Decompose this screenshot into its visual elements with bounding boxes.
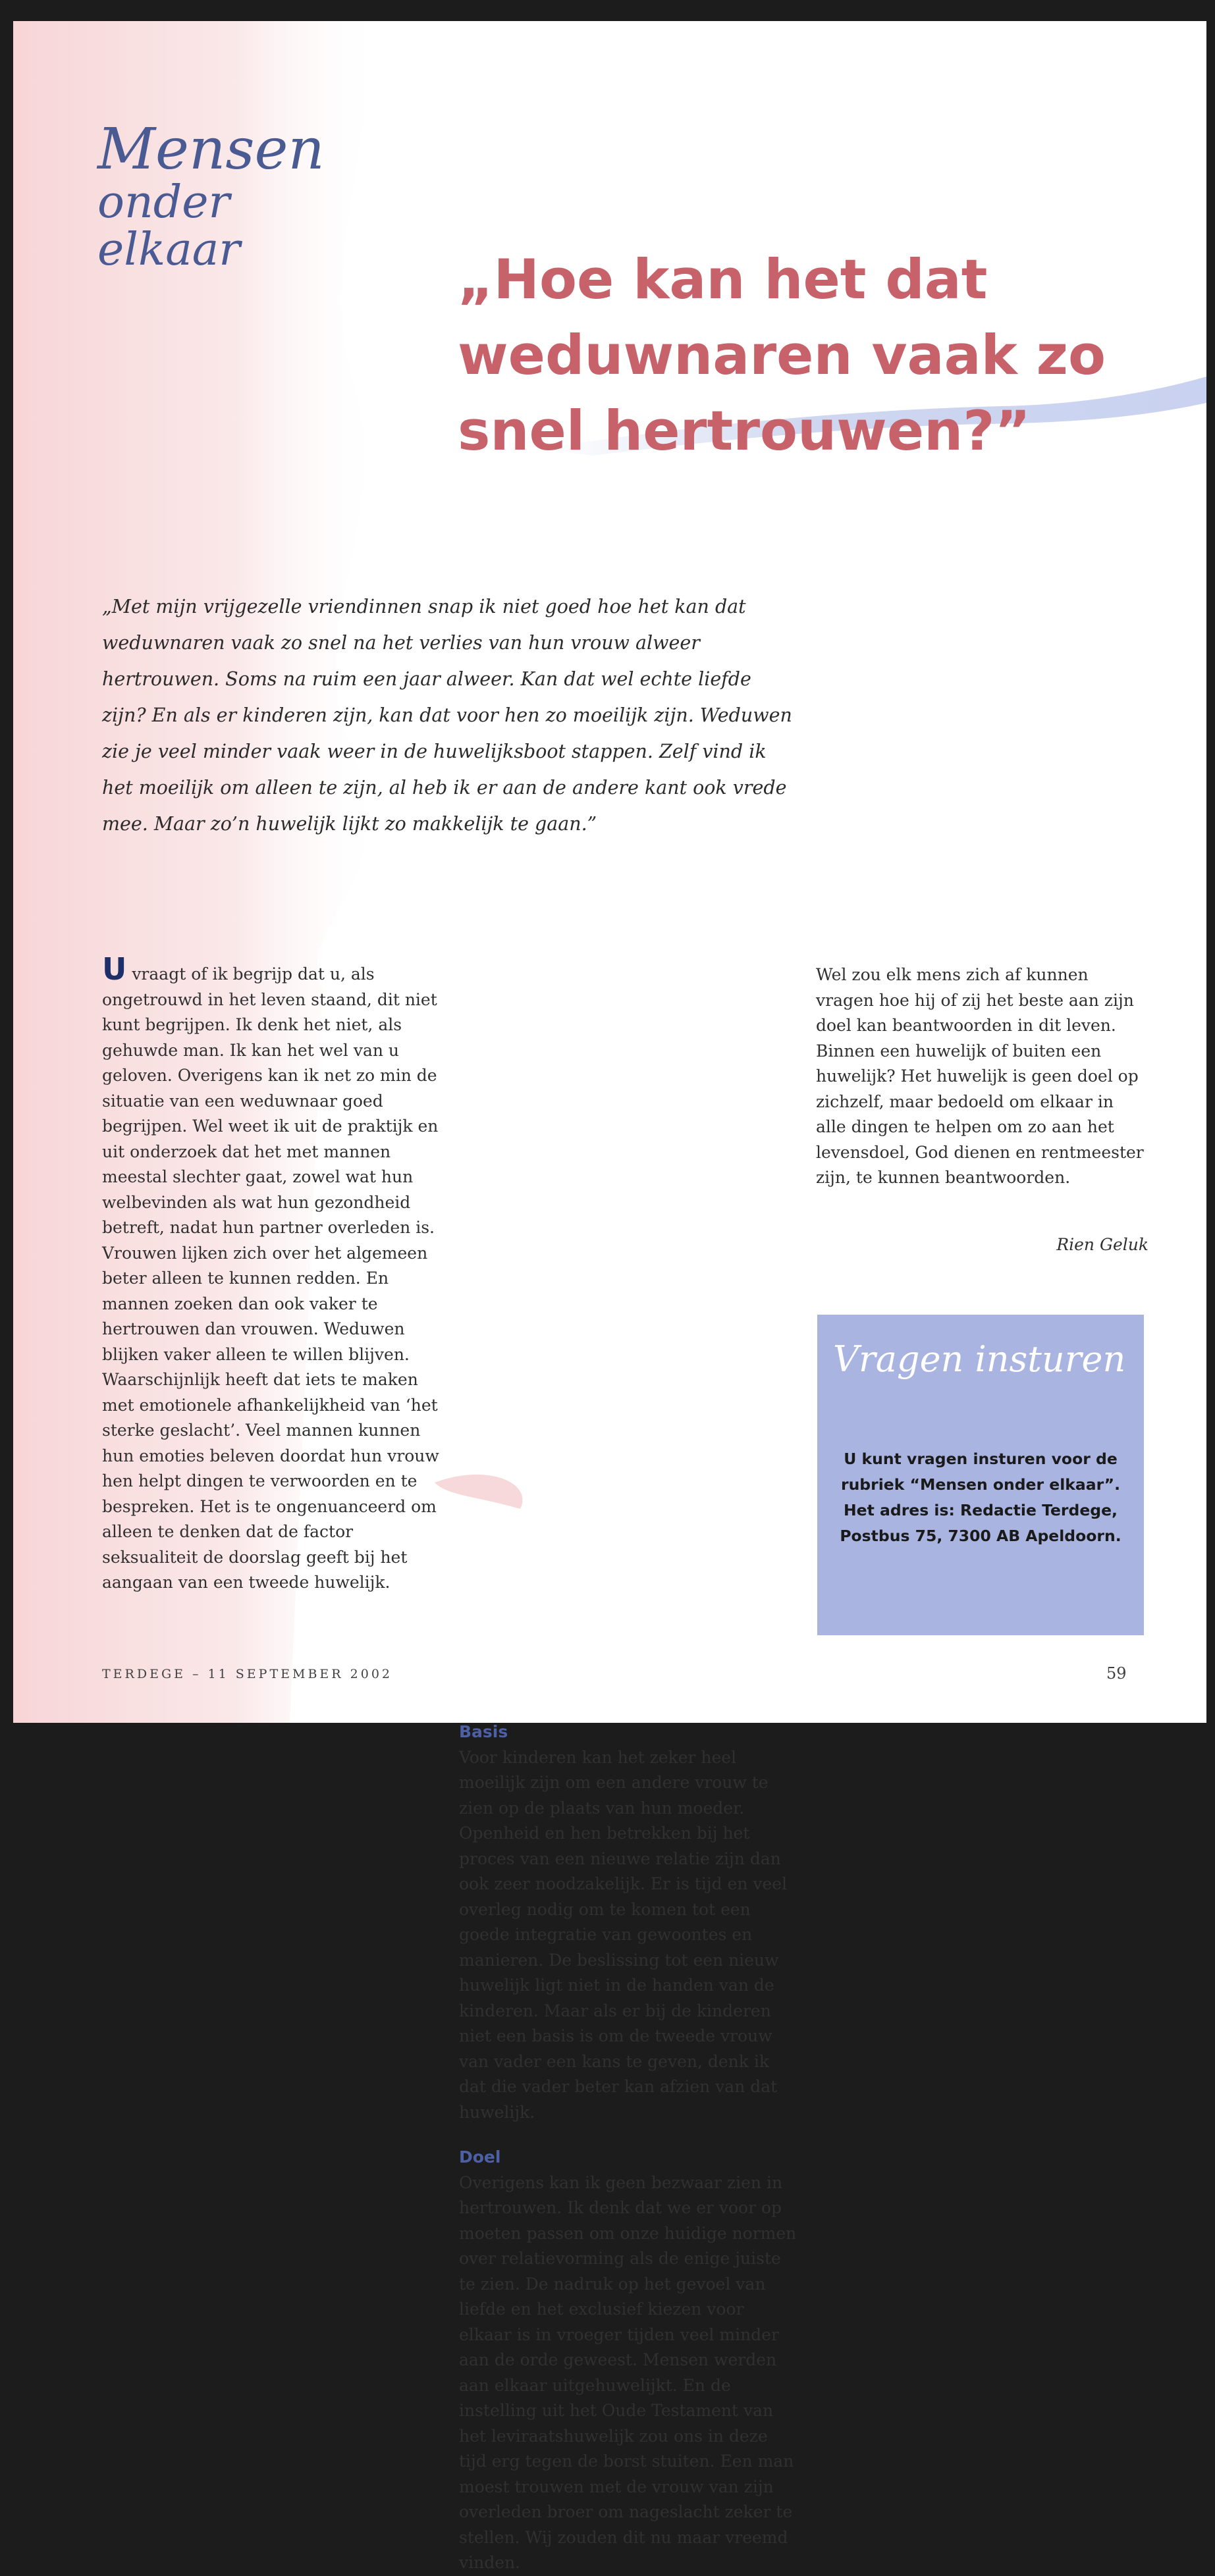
article-headline: „Hoe kan het dat weduwnaren vaak zo snel hertrouwen?” — [458, 248, 1106, 463]
article-paragraph-2: Voor kinderen kan het zeker heel moeilijk zijn om een andere vrouw te zien op de plaats van hun moeder. Openheid en hen betrekken bij het proces van een nieuwe relatie zijn dan ook zeer noodzakelijk. Er is tijd en veel overleg nodig om te komen tot een goede integratie van gewoontes en manieren. De beslissing tot een nieuw huwelijk ligt niet in de handen van de kinderen. Maar als er bij de kinderen niet een basis is om de tweede vrouw van vader een kans te geven, denk ik dat die vader beter kan afzien van dat huwelijk. — [459, 1747, 788, 2122]
box-body: U kunt vragen insturen voor de rubriek “Mensen onder elkaar”. Het adres is: Redactie Terdege, Postbus 75, 7300 AB Apeldoorn. — [840, 1450, 1121, 1545]
rubric-title — [97, 117, 374, 276]
article-paragraph-3: Overigens kan ik geen bezwaar zien in hertrouwen. Ik denk dat we er voor op moeten passen om onze huidige normen over relatievorming als de enige juiste te zien. De nadruk op het gevoel van liefde en het exclusief kiezen voor elkaar is in vroeger tijden veel minder aan de orde geweest. Mensen werden aan elkaar uitgehuwelijkt. En de instelling uit het Oude Testament van het leviraatshuwelijk zou ons in deze tijd erg tegen de borst stuiten. Een man moest trouwen met de vrouw van zijn overleden broer om nageslacht zeker te stellen. Wij zouden dit nu maar vreemd vinden. — [459, 2172, 797, 2572]
drop-cap: U — [102, 951, 127, 987]
page-number: 59 — [1106, 1664, 1127, 1683]
author-name: Rien Geluk — [1056, 1235, 1148, 1254]
column-continuation-space — [459, 959, 798, 1720]
paragraph-1-text: vraagt of ik begrijp dat u, als ongetrouwd in het leven staand, dit niet kunt begrijpen. Ik denk het niet, als gehuwde man. Ik kan het wel van u geloven. Overigens kan ik net zo min de situatie van een weduwnaar goed begrijpen. Wel weet ik uit de praktijk en uit onderzoek dat het met mannen meestal slechter gaat, zowel wat hun welbevinden als wat hun gezondheid betreft, nadat hun partner overleden is. Vrouwen lijken zich over het algemeen beter alleen te kunnen redden. En mannen zoeken dan ook vaker te hertrouwen dan vrouwen. Weduwen blijken vaker alleen te willen blijven. Waarschijnlijk heeft dat iets te maken met emotionele afhankelijkheid van ‘het sterke geslacht’. Veel mannen kunnen hun emoties beleven doordat hun vrouw hen helpt dingen te verwoorden en te bespreken. Het is te ongenuanceerd om alleen te denken dat de factor seksualiteit de doorslag geeft bij het aangaan van een tweede huwelijk. — [102, 964, 439, 1592]
article-paragraph-1 — [102, 951, 441, 1596]
article-column-3 — [816, 594, 1148, 1191]
column-continuation-space — [816, 594, 1148, 962]
rubric-line-2: onder — [97, 176, 230, 229]
submit-questions-box — [817, 1315, 1144, 1635]
reader-question: „Met mijn vrijgezelle vriendinnen snap ik niet goed hoe het kan dat weduwnaren vaak zo snel na het verlies van hun vrouw alweer hertrouwen. Soms na ruim een jaar alweer. Kan dat wel echte liefde zijn? En als er kinderen zijn, kan dat voor hen zo moeilijk zijn. Weduwen zie je veel minder vaak weer in de huwelijksboot stappen. Zelf vind ik het moeilijk om alleen te zijn, al heb ik er aan de andere kant ook vrede mee. Maar zo’n huwelijk lijkt zo makkelijk te gaan.” — [102, 596, 792, 835]
footer-publication: TERDEGE – 11 SEPTEMBER 2002 — [102, 1667, 392, 1681]
magazine-page — [13, 21, 1206, 2572]
box-title: Vragen insturen — [833, 1338, 1126, 1380]
subhead-basis: Basis — [459, 1722, 508, 1741]
article-column-2 — [459, 959, 798, 2576]
article-paragraph-4: Wel zou elk mens zich af kunnen vragen hoe hij of zij het beste aan zijn doel kan beantwoorden in dit leven. Binnen een huwelijk of buiten een huwelijk? Het huwelijk is geen doel op zichzelf, maar bedoeld om elkaar in alle dingen te helpen om zo aan het levensdoel, God dienen en rentmeester zijn, te kunnen beantwoorden. — [816, 965, 1144, 1187]
subhead-doel: Doel — [459, 2147, 501, 2167]
rubric-line-1: Mensen — [97, 117, 325, 182]
rubric-line-3: elkaar — [97, 223, 240, 276]
article-column-1 — [102, 951, 441, 1596]
